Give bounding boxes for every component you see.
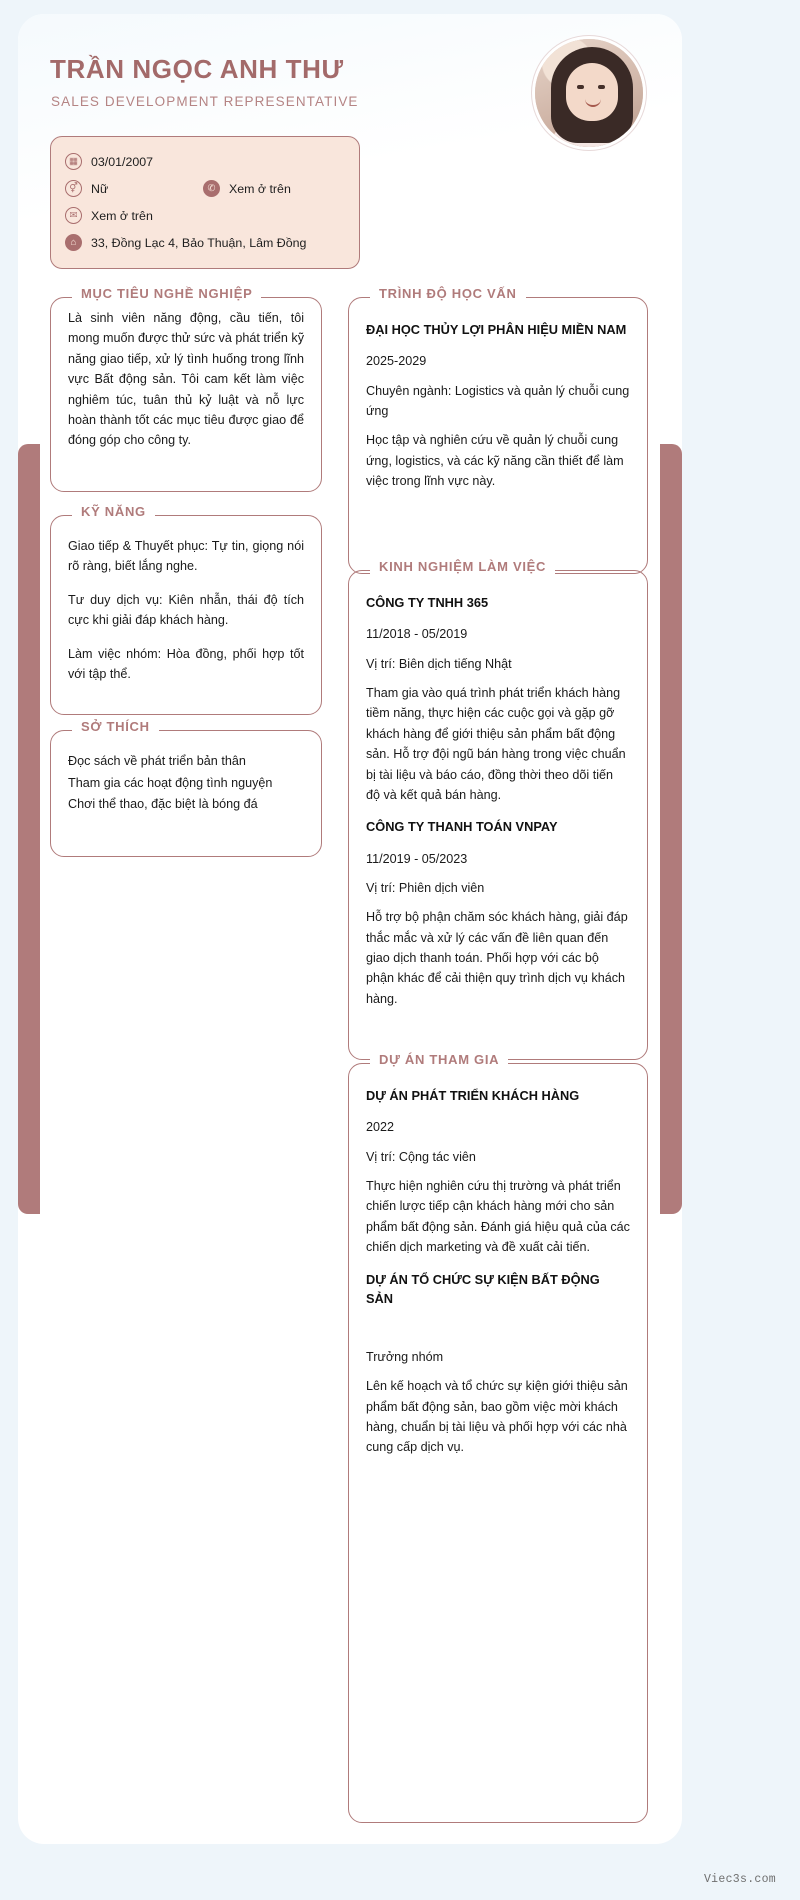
hobby-item: Tham gia các hoạt động tình nguyện: [68, 775, 273, 790]
experience-body: [348, 559, 648, 1025]
contact-info-box: [50, 136, 360, 269]
project-description: Lên kế hoạch và tổ chức sự kiện giới thiệu sản phẩm bất động sản, bao gồm việc mời khách hàng, chuẩn bị tài liệu và phối hợp với các nhà cung cấp dịch vụ.: [366, 1379, 628, 1455]
gender-icon: ⚥: [65, 180, 82, 197]
education-years: 2025-2029: [366, 354, 427, 369]
experience-company: CÔNG TY TNHH 365: [366, 595, 489, 610]
section-title-experience: KINH NGHIỆM LÀM VIỆC: [370, 559, 555, 574]
address-value: 33, Đồng Lạc 4, Bảo Thuận, Lâm Đồng: [91, 235, 307, 250]
section-skills: [50, 504, 322, 700]
project-description: Thực hiện nghiên cứu thị trường và phát triển chiến lược tiếp cận khách hàng mới cho sản phẩm bất động sản. Đánh giá hiệu quả của các chiến dịch marketing và đề xuất cải tiến.: [366, 1178, 630, 1255]
watermark: Viec3s.com: [703, 1873, 776, 1886]
project-name: DỰ ÁN PHÁT TRIỂN KHÁCH HÀNG: [366, 1088, 580, 1103]
projects-body: [348, 1052, 648, 1474]
hobby-item: Chơi thể thao, đặc biệt là bóng đá: [68, 797, 258, 812]
experience-description: Tham gia vào quá trình phát triển khách hàng tiềm năng, thực hiện các cuộc gọi và gặp gỡ khách hàng để giới thiệu sản phẩm bất động sản. Hỗ trợ đội ngũ bán hàng trong việc chuẩn bị tài liệu và báo cáo, đồng thời theo dõi tiến độ và kết quả bán hàng.: [366, 685, 626, 802]
education-major: Chuyên ngành: Logistics và quản lý chuỗi cung ứng: [366, 383, 630, 418]
gender-value: Nữ: [91, 181, 109, 196]
experience-position: Vị trí: Phiên dịch viên: [366, 880, 485, 895]
section-title-objective: MỤC TIÊU NGHỀ NGHIỆP: [72, 286, 261, 301]
project-year: [366, 1320, 630, 1338]
project-entry: [366, 1086, 630, 1258]
project-name: DỰ ÁN TỔ CHỨC SỰ KIỆN BẤT ĐỘNG SẢN: [366, 1271, 600, 1306]
skill-item: Làm việc nhóm: Hòa đồng, phối hợp tốt với tập thể.: [68, 646, 304, 681]
experience-entry: [366, 817, 630, 1009]
job-role-subtitle: SALES DEVELOPMENT REPRESENTATIVE: [51, 94, 359, 109]
experience-period: 11/2019 - 05/2023: [366, 851, 468, 866]
experience-description: Hỗ trợ bộ phận chăm sóc khách hàng, giải đáp thắc mắc và xử lý các vấn đề liên quan đến giao dịch thanh toán. Phối hợp với các bộ phận khác để cải thiện quy trình dịch vụ khách hàng.: [366, 910, 628, 1006]
section-education: [348, 286, 648, 508]
skills-body: [50, 504, 322, 700]
cv-page: [18, 14, 682, 1844]
objective-body: [50, 286, 322, 467]
experience-entry: [366, 593, 630, 805]
skill-item: Tư duy dịch vụ: Kiên nhẫn, thái độ tích cực khi giải đáp khách hàng.: [68, 592, 304, 628]
birthdate-value: 03/01/2007: [91, 154, 154, 169]
project-year: 2022: [366, 1120, 395, 1135]
phone-value: Xem ở trên: [229, 181, 291, 196]
section-title-hobbies: SỞ THÍCH: [72, 719, 159, 734]
section-title-skills: KỸ NĂNG: [72, 504, 155, 519]
cv-header: [18, 14, 682, 282]
contact-row-address: [65, 229, 345, 256]
objective-text: Là sinh viên năng động, cầu tiến, tôi mong muốn được thử sức và phát triển kỹ năng giao tiếp, xử lý tình huống trong lĩnh vực Bất động sản. Tôi cam kết làm việc nghiêm túc, tuân thủ kỷ luật và nỗ lực hoàn thành tốt các mục tiêu được giao để đóng góp cho công ty.: [68, 311, 304, 448]
calendar-icon: ▦: [65, 153, 82, 170]
project-role: Trưởng nhóm: [366, 1349, 444, 1364]
experience-position: Vị trí: Biên dịch tiếng Nhật: [366, 656, 512, 671]
section-title-projects: DỰ ÁN THAM GIA: [370, 1052, 508, 1067]
email-value: Xem ở trên: [91, 208, 153, 223]
page-accent-right-bar: [660, 444, 682, 1214]
section-title-education: TRÌNH ĐỘ HỌC VẤN: [370, 286, 526, 301]
section-hobbies: [50, 719, 322, 832]
experience-period: 11/2018 - 05/2019: [366, 627, 468, 642]
section-projects: [348, 1052, 648, 1474]
section-objective: [50, 286, 322, 467]
avatar: [532, 36, 646, 150]
education-description: Học tập và nghiên cứu về quản lý chuỗi cung ứng, logistics, và các kỹ năng cần thiết để làm việc trong lĩnh vực này.: [366, 433, 624, 489]
phone-icon: ✆: [203, 180, 220, 197]
hobbies-body: [50, 719, 322, 832]
envelope-icon: ✉: [65, 207, 82, 224]
project-entry: [366, 1270, 630, 1458]
contact-row-birthdate: [65, 148, 345, 175]
skill-item: Giao tiếp & Thuyết phục: Tự tin, giọng nói rõ ràng, biết lắng nghe.: [68, 539, 304, 574]
section-experience: [348, 559, 648, 1025]
contact-row-gender-phone: [65, 175, 345, 202]
project-role: Vị trí: Cộng tác viên: [366, 1149, 476, 1164]
page-title: TRẦN NGỌC ANH THƯ: [50, 54, 344, 84]
contact-row-email: [65, 202, 345, 229]
page-accent-left-bar: [18, 444, 40, 1214]
experience-company: CÔNG TY THANH TOÁN VNPAY: [366, 819, 558, 835]
home-icon: ⌂: [65, 234, 82, 251]
hobby-item: Đọc sách về phát triển bản thân: [68, 754, 246, 768]
education-school: ĐẠI HỌC THỦY LỢI PHÂN HIỆU MIỀN NAM: [366, 322, 627, 337]
education-body: [348, 286, 648, 508]
